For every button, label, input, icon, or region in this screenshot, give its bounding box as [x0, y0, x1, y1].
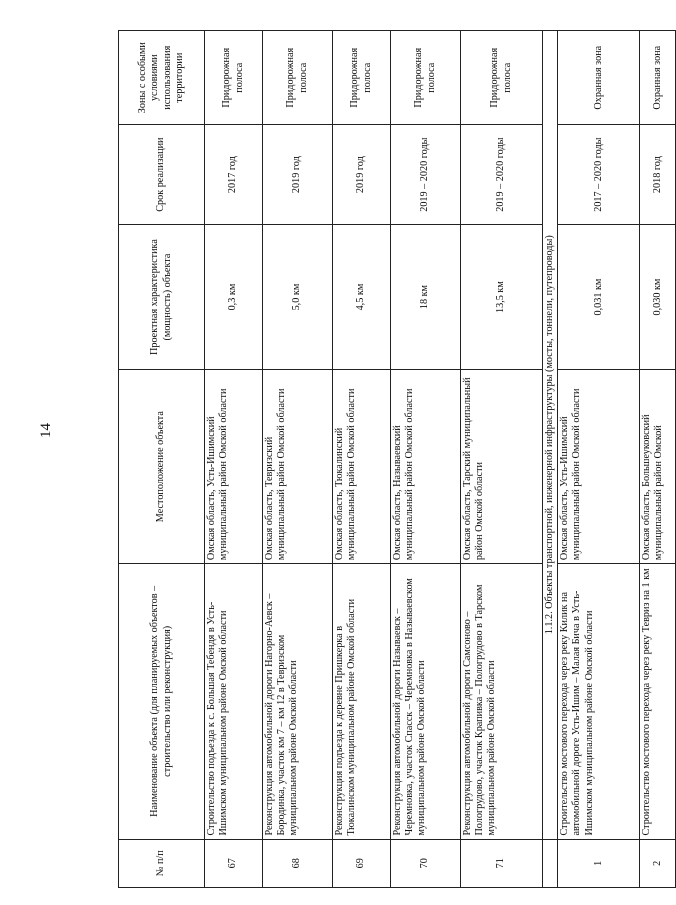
header-name: Наименование объекта (для планируемых объектов – строительство или реконструкция)	[119, 564, 205, 839]
row-term: 2019 год	[333, 125, 391, 224]
row-term: 2019 – 2020 годы	[391, 125, 461, 224]
row-num: 69	[333, 839, 391, 887]
row-term: 2017 год	[205, 125, 263, 224]
row-term: 2019 год	[263, 125, 333, 224]
row-zone: Охранная зона	[640, 31, 676, 125]
section-title: 1.1.2. Объекты транспортной, инженерной инфраструктуры (мосты, тоннели, путепроводы)	[543, 31, 558, 840]
row-capacity: 18 км	[391, 224, 461, 369]
row-zone: Придорожная полоса	[333, 31, 391, 125]
header-capacity: Проектная характеристика (мощность) объекта	[119, 224, 205, 369]
table-row	[333, 31, 391, 888]
row-capacity: 0,031 км	[558, 224, 640, 369]
row-num: 71	[461, 839, 543, 887]
row-name: Реконструкция автомобильной дороги Самсоново – Пологрудово, участок Крапивка – Пологрудово в Тарском муниципальном районе Омской области	[461, 564, 543, 839]
row-term: 2019 – 2020 годы	[461, 125, 543, 224]
row-num: 67	[205, 839, 263, 887]
row-capacity: 0,030 км	[640, 224, 676, 369]
row-name: Строительство подъезда к с. Большая Тебендя в Усть-Ишимском муниципальном районе Омской области	[205, 564, 263, 839]
row-name: Реконструкция подъезда к деревне Пришкерка в Тюкалинском муниципальном районе Омской области	[333, 564, 391, 839]
row-capacity: 4,5 км	[333, 224, 391, 369]
table-row	[461, 31, 543, 888]
table-row	[640, 31, 676, 888]
header-term: Срок реализации	[119, 125, 205, 224]
row-zone: Придорожная полоса	[461, 31, 543, 125]
row-num: 70	[391, 839, 461, 887]
page-number: 14	[38, 423, 54, 438]
header-location: Местоположение объекта	[119, 370, 205, 564]
row-location: Омская область, Называевский муниципальный район Омской области	[391, 370, 461, 564]
row-zone: Придорожная полоса	[391, 31, 461, 125]
header-zone: Зоны с особыми условиями использования территории	[119, 31, 205, 125]
table-row	[558, 31, 640, 888]
row-name: Строительство мостового перехода через реку Килик на автомобильной дороге Усть-Ишим – Малая Бича в Усть-Ишимском муниципальном районе Омской области	[558, 564, 640, 839]
table-row	[263, 31, 333, 888]
row-location: Омская область, Тевризский муниципальный район Омской области	[263, 370, 333, 564]
row-capacity: 0,3 км	[205, 224, 263, 369]
row-zone: Придорожная полоса	[205, 31, 263, 125]
row-term: 2018 год	[640, 125, 676, 224]
row-num: 1	[558, 839, 640, 887]
row-num: 68	[263, 839, 333, 887]
row-name: Строительство мостового перехода через реку Тевриз на 1 км	[640, 564, 676, 839]
section-spacer	[543, 839, 558, 887]
rotated-table-container	[118, 30, 665, 888]
row-location: Омская область, Тарский муниципальный район Омской области	[461, 370, 543, 564]
table-row	[391, 31, 461, 888]
row-zone: Охранная зона	[558, 31, 640, 125]
table-row	[205, 31, 263, 888]
row-term: 2017 – 2020 годы	[558, 125, 640, 224]
header-row	[119, 31, 205, 888]
row-location: Омская область, Большеуковский муниципальный район Омской	[640, 370, 676, 564]
row-location: Омская область, Тюкалинский муниципальный район Омской области	[333, 370, 391, 564]
row-name: Реконструкция автомобильной дороги Нагорно-Аевск – Бородинка, участок км 7 – км 12 в Тевризском муниципальном районе Омской области	[263, 564, 333, 839]
row-num: 2	[640, 839, 676, 887]
objects-table	[118, 30, 676, 888]
row-zone: Придорожная полоса	[263, 31, 333, 125]
row-capacity: 5,0 км	[263, 224, 333, 369]
header-num: № п/п	[119, 839, 205, 887]
row-location: Омская область, Усть-Ишимский муниципальный район Омской области	[205, 370, 263, 564]
section-row	[543, 31, 558, 888]
row-location: Омская область, Усть-Ишимский муниципальный район Омской области	[558, 370, 640, 564]
row-name: Реконструкция автомобильной дороги Называевск – Черемновка, участок Спасск – Черемновка в Называевском муниципальном районе Омской области	[391, 564, 461, 839]
row-capacity: 13,5 км	[461, 224, 543, 369]
